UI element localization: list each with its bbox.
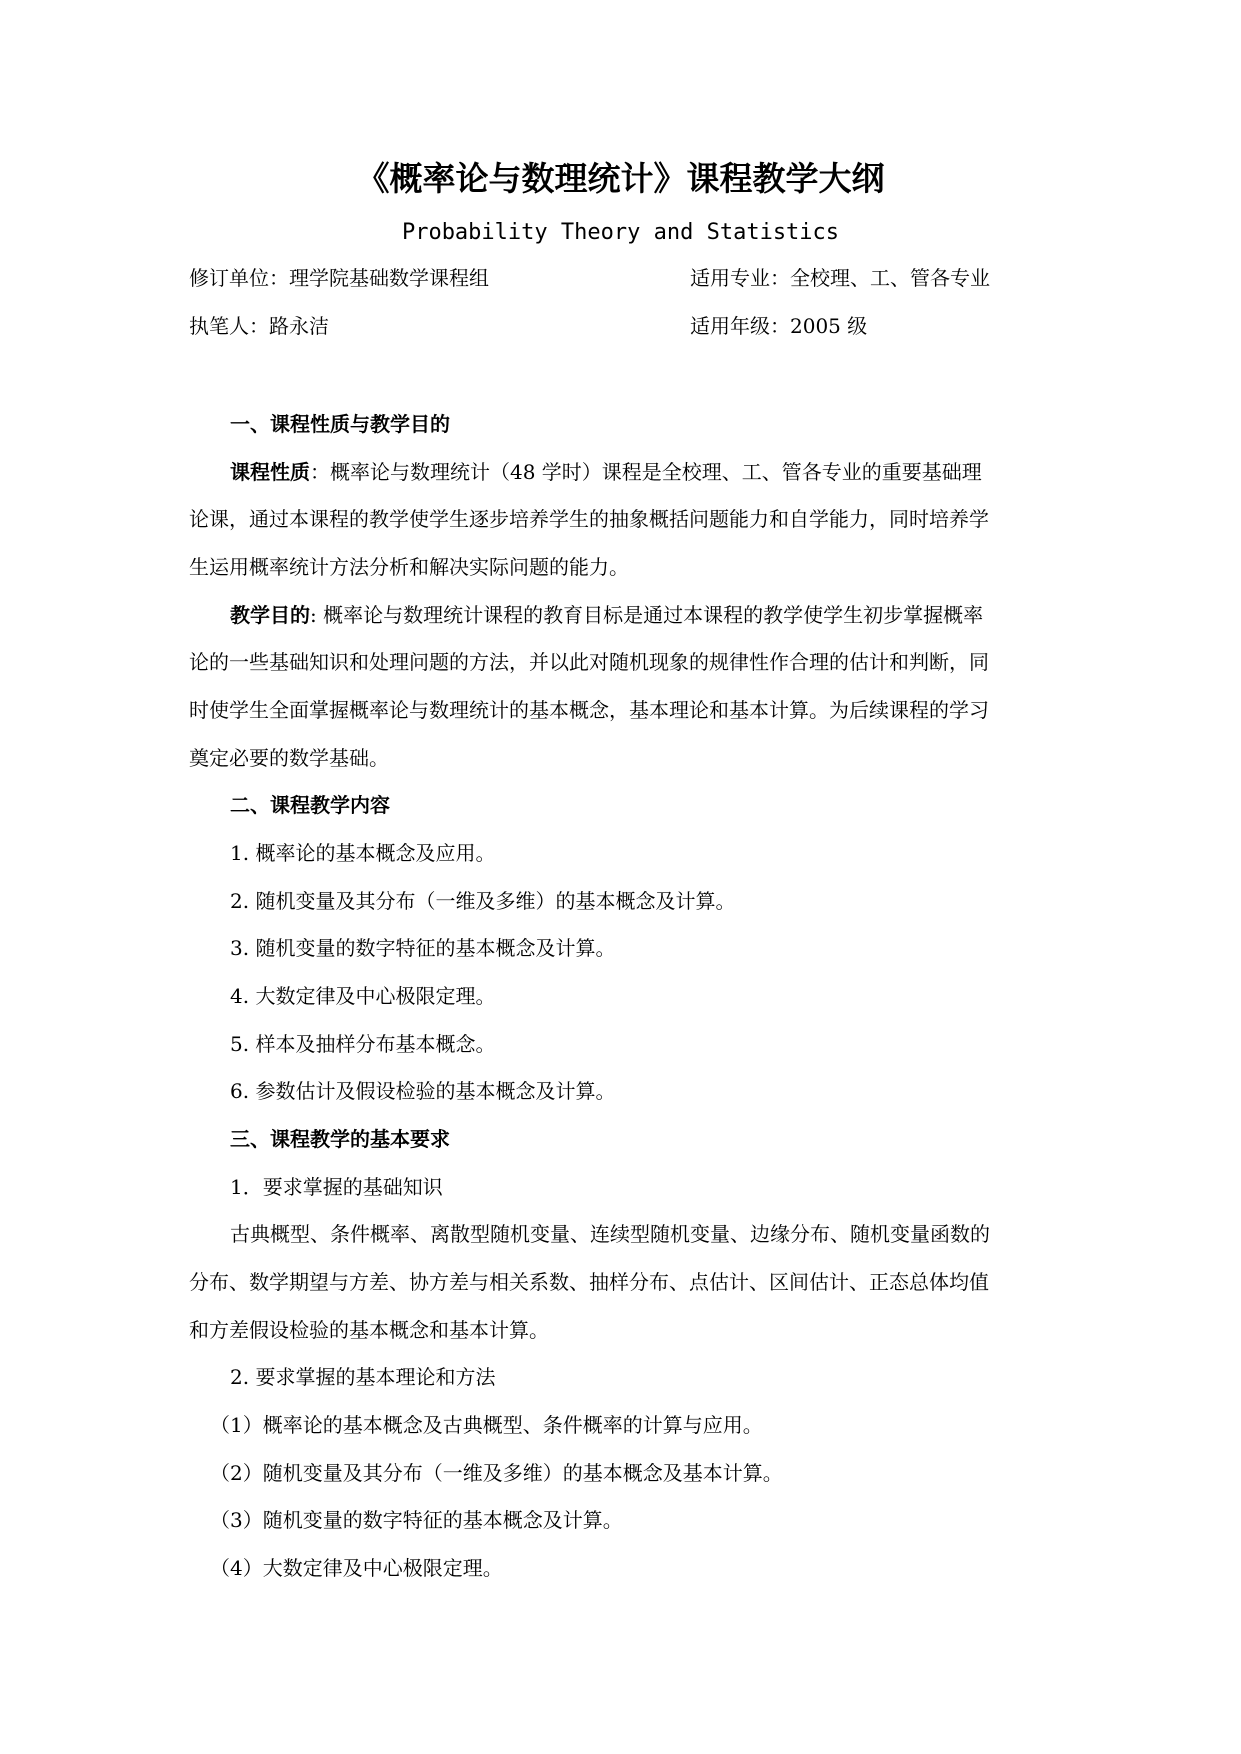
paragraph-line: 古典概型、条件概率、离散型随机变量、连续型随机变量、边缘分布、随机变量函数的 xyxy=(230,1222,990,1246)
list-item: （4）大数定律及中心极限定理。 xyxy=(210,1556,503,1580)
paragraph-line: 和方差假设检验的基本概念和基本计算。 xyxy=(189,1318,549,1342)
section-heading-1: 一、课程性质与教学目的 xyxy=(230,412,450,436)
meta-grade: 适用年级：2005 级 xyxy=(690,314,868,338)
paragraph-line xyxy=(230,457,982,487)
document-subtitle: Probability Theory and Statistics xyxy=(401,220,840,245)
paragraph-line: 生运用概率统计方法分析和解决实际问题的能力。 xyxy=(189,555,629,579)
course-nature-text: ：概率论与数理统计（48 学时）课程是全校理、工、管各专业的重要基础理 xyxy=(310,460,982,484)
subsection-heading: 2. 要求掌握的基本理论和方法 xyxy=(230,1365,496,1389)
meta-author: 执笔人：路永洁 xyxy=(189,314,329,338)
list-item: （2）随机变量及其分布（一维及多维）的基本概念及基本计算。 xyxy=(210,1461,783,1485)
list-item: 6. 参数估计及假设检验的基本概念及计算。 xyxy=(230,1079,616,1103)
list-item: （1）概率论的基本概念及古典概型、条件概率的计算与应用。 xyxy=(210,1413,763,1437)
document-title: 《概率论与数理统计》课程教学大纲 xyxy=(356,159,885,198)
list-item: 4. 大数定律及中心极限定理。 xyxy=(230,984,496,1008)
paragraph-line: 时使学生全面掌握概率论与数理统计的基本概念，基本理论和基本计算。为后续课程的学习 xyxy=(189,698,989,722)
paragraph-line xyxy=(230,600,983,630)
list-item: 3. 随机变量的数字特征的基本概念及计算。 xyxy=(230,936,616,960)
paragraph-line: 奠定必要的数学基础。 xyxy=(189,746,389,770)
teaching-goal-text: : 概率论与数理统计课程的教育目标是通过本课程的教学使学生初步掌握概率 xyxy=(310,603,984,627)
paragraph-line: 分布、数学期望与方差、协方差与相关系数、抽样分布、点估计、区间估计、正态总体均值 xyxy=(189,1270,989,1294)
teaching-goal-label: 教学目的 xyxy=(230,603,310,627)
meta-department: 修订单位：理学院基础数学课程组 xyxy=(189,266,489,290)
list-item: 5. 样本及抽样分布基本概念。 xyxy=(230,1032,496,1056)
section-heading-3: 三、课程教学的基本要求 xyxy=(230,1127,450,1151)
list-item: 2. 随机变量及其分布（一维及多维）的基本概念及计算。 xyxy=(230,889,736,913)
paragraph-line: 论的一些基础知识和处理问题的方法，并以此对随机现象的规律性作合理的估计和判断，同 xyxy=(189,650,989,674)
meta-major: 适用专业：全校理、工、管各专业 xyxy=(690,266,990,290)
section-heading-2: 二、课程教学内容 xyxy=(230,793,390,817)
paragraph-line: 论课，通过本课程的教学使学生逐步培养学生的抽象概括问题能力和自学能力，同时培养学 xyxy=(189,507,989,531)
list-item: 1. 概率论的基本概念及应用。 xyxy=(230,841,496,865)
course-nature-label: 课程性质 xyxy=(230,460,310,484)
list-item: （3）随机变量的数字特征的基本概念及计算。 xyxy=(210,1508,623,1532)
subsection-heading: 1．要求掌握的基础知识 xyxy=(230,1175,443,1199)
